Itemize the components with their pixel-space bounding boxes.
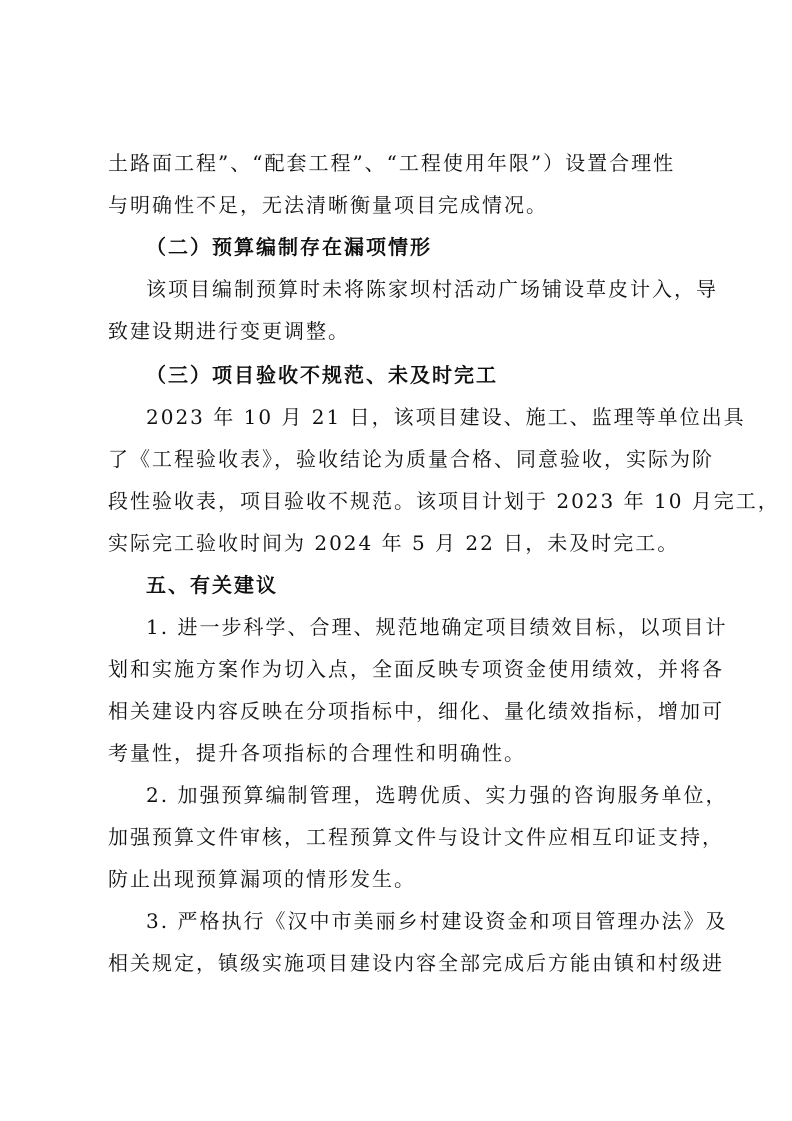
paragraph-line: 2023 年 10 月 21 日，该项目建设、施工、监理等单位出具 bbox=[146, 405, 746, 429]
paragraph-line: 了《工程验收表》，验收结论为质量合格、同意验收，实际为阶 bbox=[108, 447, 714, 471]
paragraph-line: 3. 严格执行《汉中市美丽乡村建设资金和项目管理办法》及 bbox=[146, 909, 728, 933]
paragraph-line: 加强预算文件审核，工程预算文件与设计文件应相互印证支持， bbox=[108, 825, 724, 849]
paragraph-line: 致建设期进行变更调整。 bbox=[108, 319, 350, 343]
subheading-budget-omission: （二）预算编制存在漏项情形 bbox=[146, 235, 432, 259]
paragraph-line: 相关建设内容反映在分项指标中，细化、量化绩效指标，增加可 bbox=[108, 699, 724, 723]
paragraph-line: 1. 进一步科学、合理、规范地确定项目绩效目标，以项目计 bbox=[146, 615, 728, 639]
paragraph-line: 相关规定，镇级实施项目建设内容全部完成后方能由镇和村级进 bbox=[108, 951, 724, 975]
paragraph-line: 2. 加强预算编制管理，选聘优质、实力强的咨询服务单位， bbox=[146, 783, 728, 807]
paragraph-line: 考量性，提升各项指标的合理性和明确性。 bbox=[108, 741, 526, 765]
subheading-acceptance: （三）项目验收不规范、未及时完工 bbox=[146, 363, 498, 387]
paragraph-line: 实际完工验收时间为 2024 年 5 月 22 日，未及时完工。 bbox=[108, 531, 680, 555]
section-heading-suggestions: 五、有关建议 bbox=[146, 573, 278, 597]
paragraph-line: 划和实施方案作为切入点，全面反映专项资金使用绩效，并将各 bbox=[108, 657, 724, 681]
paragraph-line: 土路面工程”、“配套工程”、“工程使用年限”）设置合理性 bbox=[108, 151, 676, 175]
paragraph-line: 该项目编制预算时未将陈家坝村活动广场铺设草皮计入，导 bbox=[146, 277, 718, 301]
paragraph-line: 段性验收表，项目验收不规范。该项目计划于 2023 年 10 月完工， bbox=[108, 489, 780, 513]
paragraph-line: 防止出现预算漏项的情形发生。 bbox=[108, 867, 416, 891]
paragraph-line: 与明确性不足，无法清晰衡量项目完成情况。 bbox=[108, 193, 548, 217]
